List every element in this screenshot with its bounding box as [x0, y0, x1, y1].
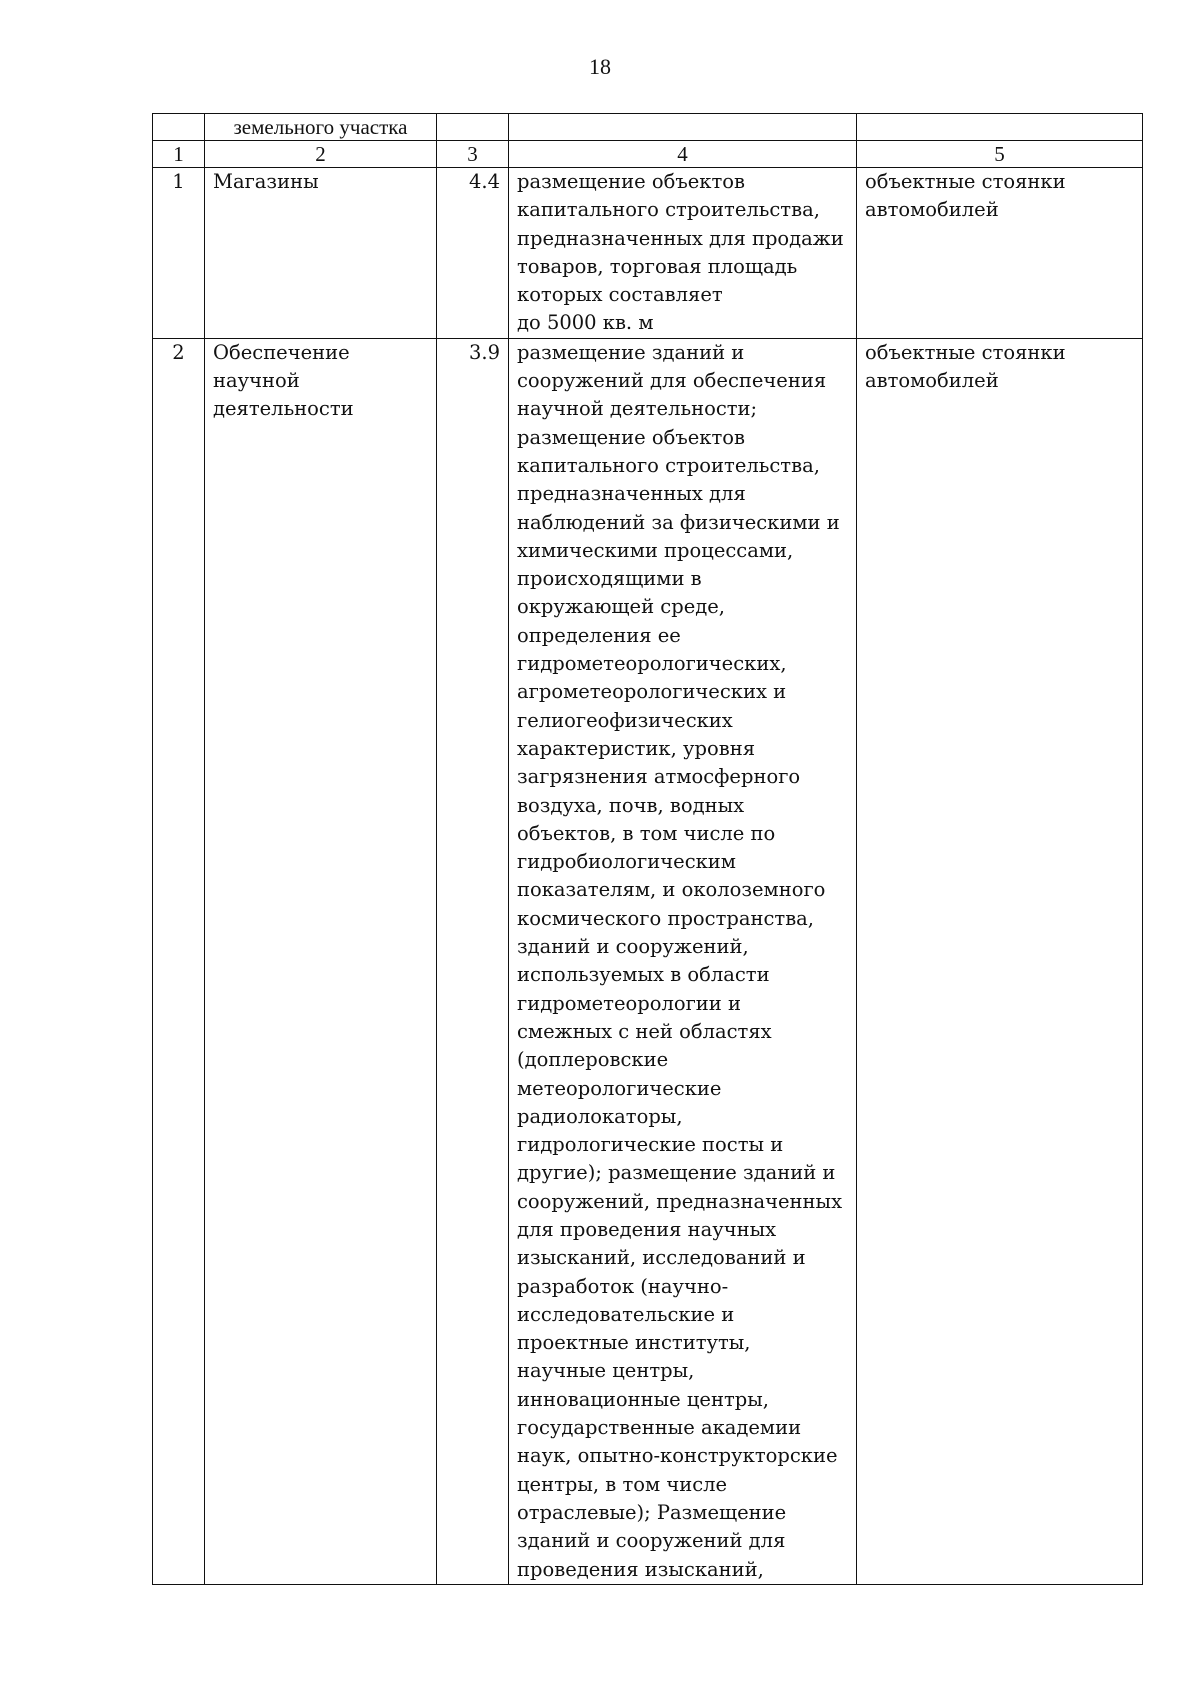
text-line: научной деятельности;: [517, 397, 758, 421]
text-line: гелиогеофизических: [517, 708, 733, 732]
text-line: объектов, в том числе по: [517, 821, 776, 845]
text-line: космического пространства,: [517, 906, 814, 930]
text-line: автомобилей: [865, 369, 999, 393]
text-line: для проведения научных: [517, 1217, 777, 1241]
text-line: государственные академии: [517, 1416, 802, 1440]
text-line: загрязнения атмосферного: [517, 765, 801, 789]
text-line: капитального строительства,: [517, 198, 820, 222]
column-number-row: [153, 141, 1143, 168]
text-line: гидрометеорологии и: [517, 991, 741, 1015]
text-line: окружающей среде,: [517, 595, 725, 619]
text-line: разработок (научно-: [517, 1274, 729, 1298]
text-line: метеорологические: [517, 1076, 722, 1100]
column-number: 2: [205, 141, 437, 168]
text-line: центры, в том числе: [517, 1472, 728, 1496]
use-description-cell: [509, 168, 857, 339]
header-cell-4: [509, 114, 857, 141]
text-line: объектные стоянки: [865, 170, 1066, 193]
text-line: до 5000 кв. м: [517, 311, 654, 335]
row-number: 2: [153, 338, 205, 1584]
text-line: размещение объектов: [517, 170, 745, 193]
text-line: химическими процессами,: [517, 538, 794, 562]
text-line: гидрометеорологических,: [517, 652, 787, 676]
text-line: агрометеорологических и: [517, 680, 787, 704]
use-code: 4.4: [437, 168, 509, 339]
text-line: радиолокаторы,: [517, 1104, 683, 1128]
text-line: сооружений, предназначенных: [517, 1189, 843, 1213]
text-line: определения ее: [517, 623, 681, 647]
text-line: исследовательские и: [517, 1302, 735, 1326]
header-cell-2: земельного участка: [205, 114, 437, 141]
text-line: воздуха, почв, водных: [517, 793, 745, 817]
text-line: другие); размещение зданий и: [517, 1161, 836, 1185]
text-line: смежных с ней областях: [517, 1019, 772, 1043]
text-line: наук, опытно-конструкторские: [517, 1444, 838, 1468]
text-line: Магазины: [213, 170, 319, 193]
text-line: отраслевые); Размещение: [517, 1500, 787, 1524]
text-line: сооружений для обеспечения: [517, 369, 827, 393]
text-line: гидрологические посты и: [517, 1133, 784, 1157]
text-line: которых составляет: [517, 283, 723, 307]
text-line: инновационные центры,: [517, 1387, 769, 1411]
text-line: товаров, торговая площадь: [517, 254, 798, 278]
text-line: Обеспечение: [213, 340, 350, 364]
text-line: объектные стоянки: [865, 340, 1066, 364]
row-number: 1: [153, 168, 205, 339]
text-line: размещение зданий и: [517, 340, 745, 364]
text-line: проектные институты,: [517, 1331, 751, 1355]
use-name-cell: [205, 168, 437, 339]
text-line: (доплеровские: [517, 1048, 669, 1072]
table-row: [153, 168, 1143, 339]
use-description-cell: [509, 338, 857, 1584]
column-number: 5: [857, 141, 1143, 168]
land-use-table: [152, 113, 1143, 1585]
text-line: используемых в области: [517, 963, 770, 987]
text-line: наблюдений за физическими и: [517, 510, 840, 534]
text-line: капитального строительства,: [517, 453, 820, 477]
text-line: характеристик, уровня: [517, 736, 755, 760]
text-line: размещение объектов: [517, 425, 745, 449]
text-line: зданий и сооружений для: [517, 1529, 786, 1553]
column-number: 3: [437, 141, 509, 168]
page-number: 18: [589, 54, 611, 79]
text-line: предназначенных для: [517, 482, 746, 506]
text-line: проведения изысканий,: [517, 1557, 764, 1581]
text-line: показателям, и околоземного: [517, 878, 826, 902]
text-line: предназначенных для продажи: [517, 226, 844, 250]
text-line: изысканий, исследований и: [517, 1246, 806, 1270]
column-number: 4: [509, 141, 857, 168]
column-number: 1: [153, 141, 205, 168]
text-line: научной: [213, 369, 300, 393]
text-line: гидробиологическим: [517, 850, 736, 874]
auxiliary-use-cell: [857, 338, 1143, 1584]
text-line: зданий и сооружений,: [517, 935, 749, 959]
auxiliary-use-cell: [857, 168, 1143, 339]
text-line: автомобилей: [865, 198, 999, 222]
table-row: [153, 338, 1143, 1584]
header-continuation-row: [153, 114, 1143, 141]
text-line: происходящими в: [517, 567, 702, 591]
header-cell-5: [857, 114, 1143, 141]
text-line: деятельности: [213, 397, 354, 421]
use-code: 3.9: [437, 338, 509, 1584]
use-name-cell: [205, 338, 437, 1584]
header-cell-1: [153, 114, 205, 141]
text-line: научные центры,: [517, 1359, 695, 1383]
header-cell-3: [437, 114, 509, 141]
